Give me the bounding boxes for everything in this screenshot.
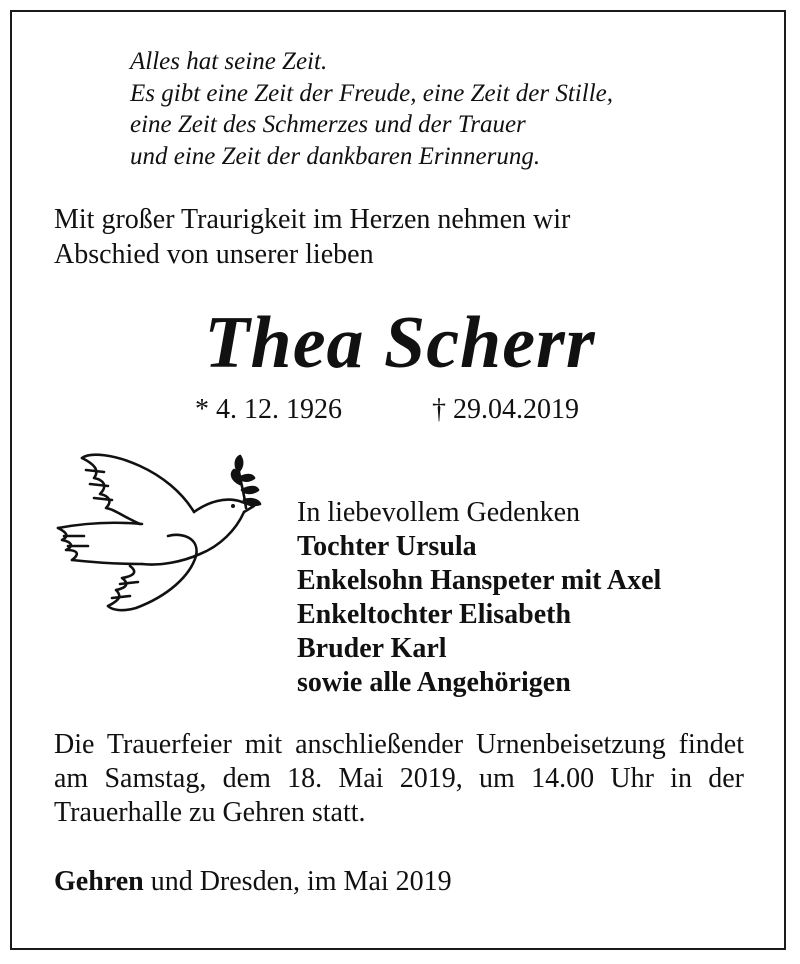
intro-line: Abschied von unserer lieben [54, 239, 374, 270]
deceased-name: Thea Scherr [204, 302, 596, 384]
mourner-name: Tochter Ursula [297, 531, 477, 562]
funeral-service-info: Die Trauerfeier mit anschließender Urnenbeisetzung findet am Samstag, dem 18. Mai 2019, um 14.00 Uhr in der Trauerhalle zu Gehren statt. [54, 729, 744, 828]
mourner-name: Enkelsohn Hanspeter mit Axel [297, 565, 662, 596]
motto-line: Es gibt eine Zeit der Freude, eine Zeit der Stille, [130, 79, 613, 107]
motto-line: Alles hat seine Zeit. [130, 48, 328, 75]
intro-line: Mit großer Traurigkeit im Herzen nehmen wir [54, 204, 571, 235]
closing-place-date [54, 866, 452, 898]
mourner-name: Bruder Karl [297, 633, 447, 664]
dove-with-olive-branch-icon [50, 440, 280, 630]
mourner-name: sowie alle Angehörigen [297, 667, 571, 698]
birth-date: * 4. 12. 1926 [195, 394, 342, 425]
intro-text [54, 202, 570, 272]
remembrance-heading: In liebevollem Gedenken [297, 497, 581, 528]
motto-verse [130, 46, 613, 172]
mourner-name: Enkeltochter Elisabeth [297, 599, 572, 630]
death-date: † 29.04.2019 [432, 394, 579, 425]
motto-line: und eine Zeit der dankbaren Erinnerung. [130, 142, 541, 170]
closing-place: Gehren [54, 866, 144, 897]
mourners-block [297, 496, 661, 700]
motto-line: eine Zeit des Schmerzes und der Trauer [130, 111, 526, 138]
closing-rest: und Dresden, im Mai 2019 [143, 866, 452, 897]
